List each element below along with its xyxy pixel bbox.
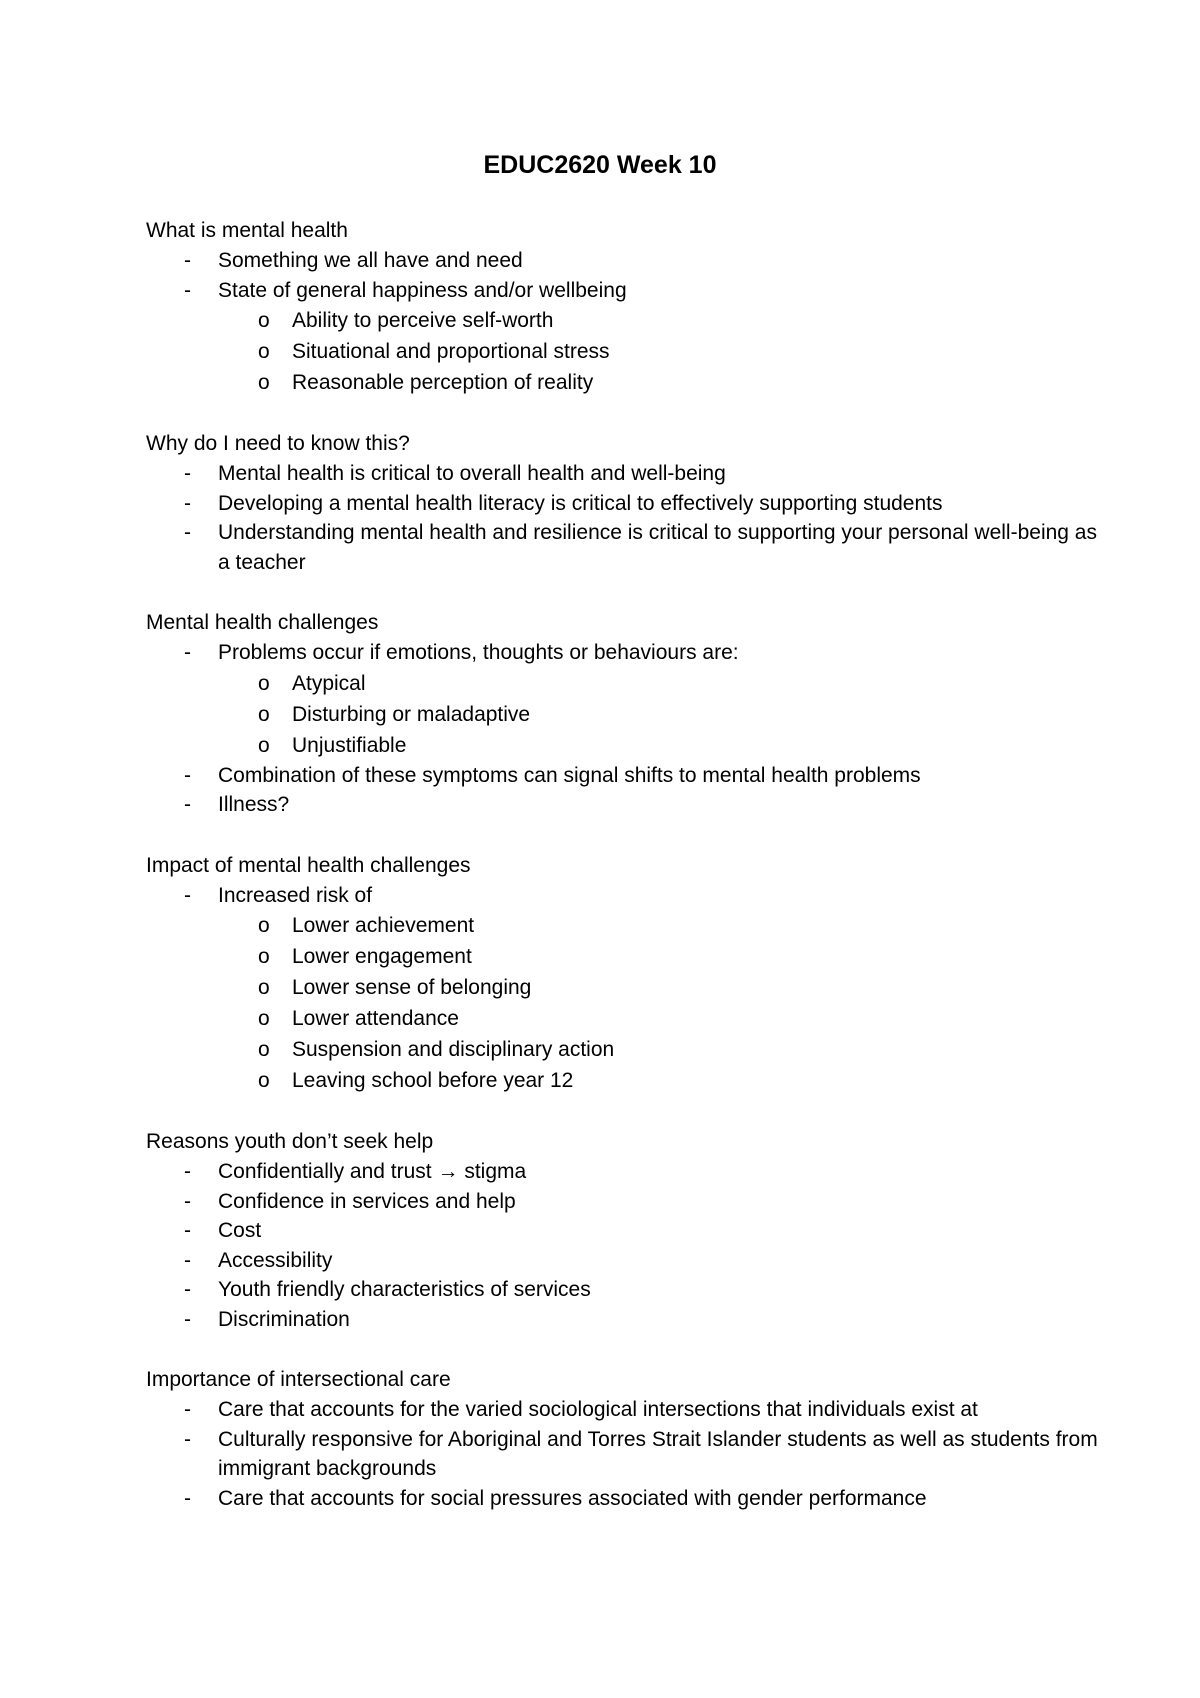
bullet-item bbox=[146, 246, 1106, 276]
section-importance-of-intersectional-care bbox=[146, 1365, 1106, 1513]
bullet-text: Ability to perceive self-worth bbox=[292, 309, 554, 332]
section-heading: Impact of mental health challenges bbox=[146, 853, 471, 877]
bullet-text: Confidentially and trust bbox=[218, 1160, 432, 1183]
bullet-text: Leaving school before year 12 bbox=[292, 1069, 574, 1092]
bullet-item bbox=[146, 1246, 1106, 1276]
section-heading: Importance of intersectional care bbox=[146, 1368, 451, 1391]
section-reasons-youth-don-t-seek-help bbox=[146, 1127, 1106, 1334]
sub-bullet-item bbox=[146, 336, 1106, 367]
bullet-item bbox=[146, 790, 1106, 820]
bullet-item bbox=[146, 1305, 1106, 1335]
bullet-text: Confidence in services and help bbox=[218, 1189, 516, 1213]
bullet-item bbox=[146, 1484, 1106, 1514]
sub-bullet-item bbox=[146, 668, 1106, 699]
bullet-text: Understanding mental health and resilience is critical to supporting your personal well-being as a teacher bbox=[218, 521, 1097, 574]
bullet-text: Atypical bbox=[292, 671, 366, 695]
bullet-text: Cost bbox=[218, 1219, 262, 1242]
bullet-item bbox=[146, 1157, 1106, 1187]
bullet-item bbox=[146, 761, 1106, 791]
bullet-item bbox=[146, 1216, 1106, 1246]
bullet-item bbox=[146, 1425, 1106, 1484]
section-mental-health-challenges bbox=[146, 608, 1106, 820]
bullet-text: Lower achievement bbox=[292, 914, 475, 937]
sub-bullet-item bbox=[146, 1065, 1106, 1096]
bullet-item bbox=[146, 489, 1106, 519]
bullet-text: Lower attendance bbox=[292, 1007, 459, 1030]
bullet-text-after-arrow: stigma bbox=[464, 1160, 527, 1183]
bullet-item bbox=[146, 638, 1106, 668]
bullet-text: Mental health is critical to overall health and well-being bbox=[218, 462, 726, 485]
section-impact-of-mental-health-challenges bbox=[146, 851, 1106, 1097]
sub-bullet-item bbox=[146, 1034, 1106, 1065]
bullet-text: State of general happiness and/or wellbeing bbox=[218, 278, 627, 302]
bullet-text: Disturbing or maladaptive bbox=[292, 702, 531, 726]
bullet-text: Reasonable perception of reality bbox=[292, 371, 594, 394]
bullet-text: Suspension and disciplinary action bbox=[292, 1038, 615, 1061]
notes-body bbox=[146, 216, 1106, 1544]
bullet-text: Culturally responsive for Aboriginal and Torres Strait Islander students as well as students from immigrant backgrounds bbox=[218, 1427, 1098, 1480]
section-why-do-i-need-to-know-this bbox=[146, 429, 1106, 577]
sub-bullet-item bbox=[146, 1003, 1106, 1034]
bullet-item bbox=[146, 1187, 1106, 1217]
bullet-text: Youth friendly characteristics of services bbox=[218, 1278, 591, 1301]
bullet-item bbox=[146, 881, 1106, 911]
bullet-text: Unjustifiable bbox=[292, 733, 407, 757]
section-what-is-mental-health bbox=[146, 216, 1106, 398]
bullet-item bbox=[146, 518, 1106, 577]
bullet-text: Accessibility bbox=[218, 1248, 333, 1272]
bullet-item bbox=[146, 1275, 1106, 1305]
section-heading: Reasons youth don’t seek help bbox=[146, 1130, 434, 1153]
bullet-text: Situational and proportional stress bbox=[292, 340, 610, 363]
sub-bullet-item bbox=[146, 941, 1106, 972]
sub-bullet-item bbox=[146, 730, 1106, 761]
bullet-item bbox=[146, 1395, 1106, 1425]
bullet-text: Care that accounts for social pressures associated with gender performance bbox=[218, 1486, 927, 1510]
sub-bullet-item bbox=[146, 367, 1106, 398]
section-heading: What is mental health bbox=[146, 219, 348, 242]
sub-bullet-item bbox=[146, 910, 1106, 941]
sub-bullet-item bbox=[146, 699, 1106, 730]
bullet-item bbox=[146, 276, 1106, 306]
bullet-text: Lower sense of belonging bbox=[292, 976, 532, 999]
bullet-text: Care that accounts for the varied sociological intersections that individuals exist at bbox=[218, 1398, 978, 1421]
bullet-item bbox=[146, 459, 1106, 489]
section-heading: Why do I need to know this? bbox=[146, 432, 410, 455]
bullet-text: Something we all have and need bbox=[218, 249, 523, 272]
sub-bullet-item bbox=[146, 972, 1106, 1003]
bullet-text: Developing a mental health literacy is critical to effectively supporting students bbox=[218, 491, 943, 515]
section-heading: Mental health challenges bbox=[146, 611, 379, 634]
arrow-right-icon: → bbox=[437, 1160, 459, 1183]
page-title: EDUC2620 Week 10 bbox=[483, 151, 717, 179]
bullet-text: Problems occur if emotions, thoughts or behaviours are: bbox=[218, 641, 739, 664]
bullet-text: Increased risk of bbox=[218, 883, 373, 907]
bullet-text: Combination of these symptoms can signal shifts to mental health problems bbox=[218, 763, 921, 787]
bullet-text: Illness? bbox=[218, 793, 290, 816]
bullet-text: Lower engagement bbox=[292, 945, 472, 968]
bullet-text: Discrimination bbox=[218, 1307, 350, 1331]
sub-bullet-item bbox=[146, 305, 1106, 336]
